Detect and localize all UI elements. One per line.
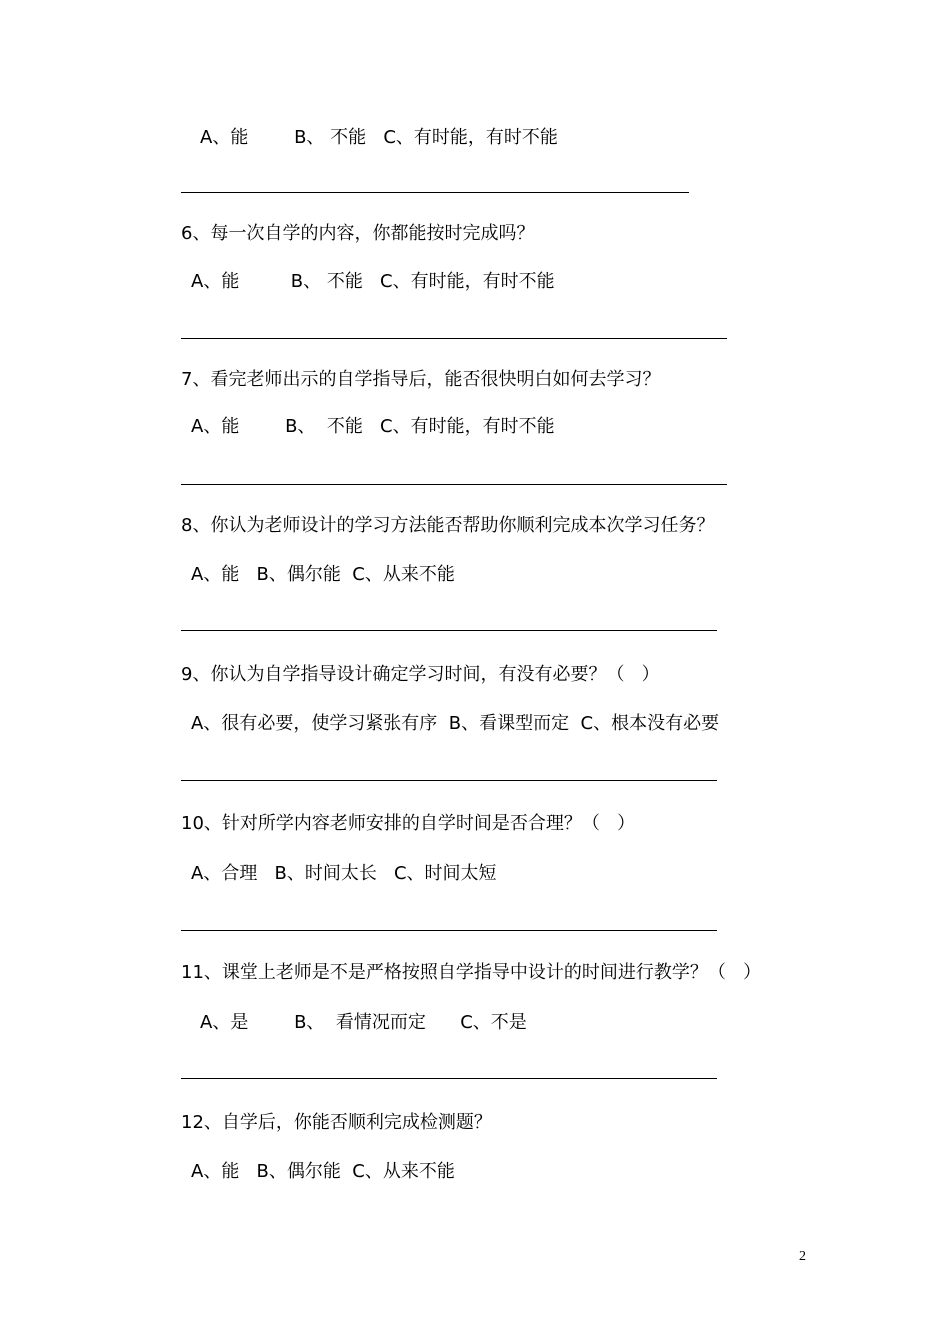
answer-underline bbox=[181, 630, 717, 631]
page-number: 2 bbox=[799, 1249, 806, 1264]
answer-underline bbox=[181, 192, 689, 193]
answer-underline bbox=[181, 1078, 717, 1079]
options-11: A、是 B、 看情况而定 C、不是 bbox=[200, 1012, 527, 1033]
options-7: A、能 B、 不能 C、有时能，有时不能 bbox=[191, 416, 555, 437]
answer-underline bbox=[181, 780, 717, 781]
question-11: 11、课堂上老师是不是严格按照自学指导中设计的时间进行教学？（ ） bbox=[181, 962, 762, 983]
question-8: 8、你认为老师设计的学习方法能否帮助你顺利完成本次学习任务？ bbox=[181, 515, 715, 536]
options-line: A、能 B、 不能 C、有时能，有时不能 bbox=[200, 127, 558, 148]
question-9: 9、你认为自学指导设计确定学习时间，有没有必要？（ ） bbox=[181, 664, 660, 685]
question-6: 6、每一次自学的内容，你都能按时完成吗？ bbox=[181, 223, 535, 244]
options-9: A、很有必要，使学习紧张有序 B、看课型而定 C、根本没有必要 bbox=[191, 713, 720, 734]
question-12: 12、自学后，你能否顺利完成检测题？ bbox=[181, 1112, 492, 1133]
question-7: 7、看完老师出示的自学指导后，能否很快明白如何去学习？ bbox=[181, 369, 661, 390]
options-8: A、能 B、偶尔能 C、从来不能 bbox=[191, 564, 455, 585]
answer-underline bbox=[181, 930, 717, 931]
options-10: A、合理 B、时间太长 C、时间太短 bbox=[191, 863, 497, 884]
answer-underline bbox=[181, 338, 727, 339]
options-12: A、能 B、偶尔能 C、从来不能 bbox=[191, 1161, 455, 1182]
answer-underline bbox=[181, 484, 727, 485]
options-6: A、能 B、 不能 C、有时能，有时不能 bbox=[191, 271, 555, 292]
question-10: 10、针对所学内容老师安排的自学时间是否合理？（ ） bbox=[181, 813, 636, 834]
